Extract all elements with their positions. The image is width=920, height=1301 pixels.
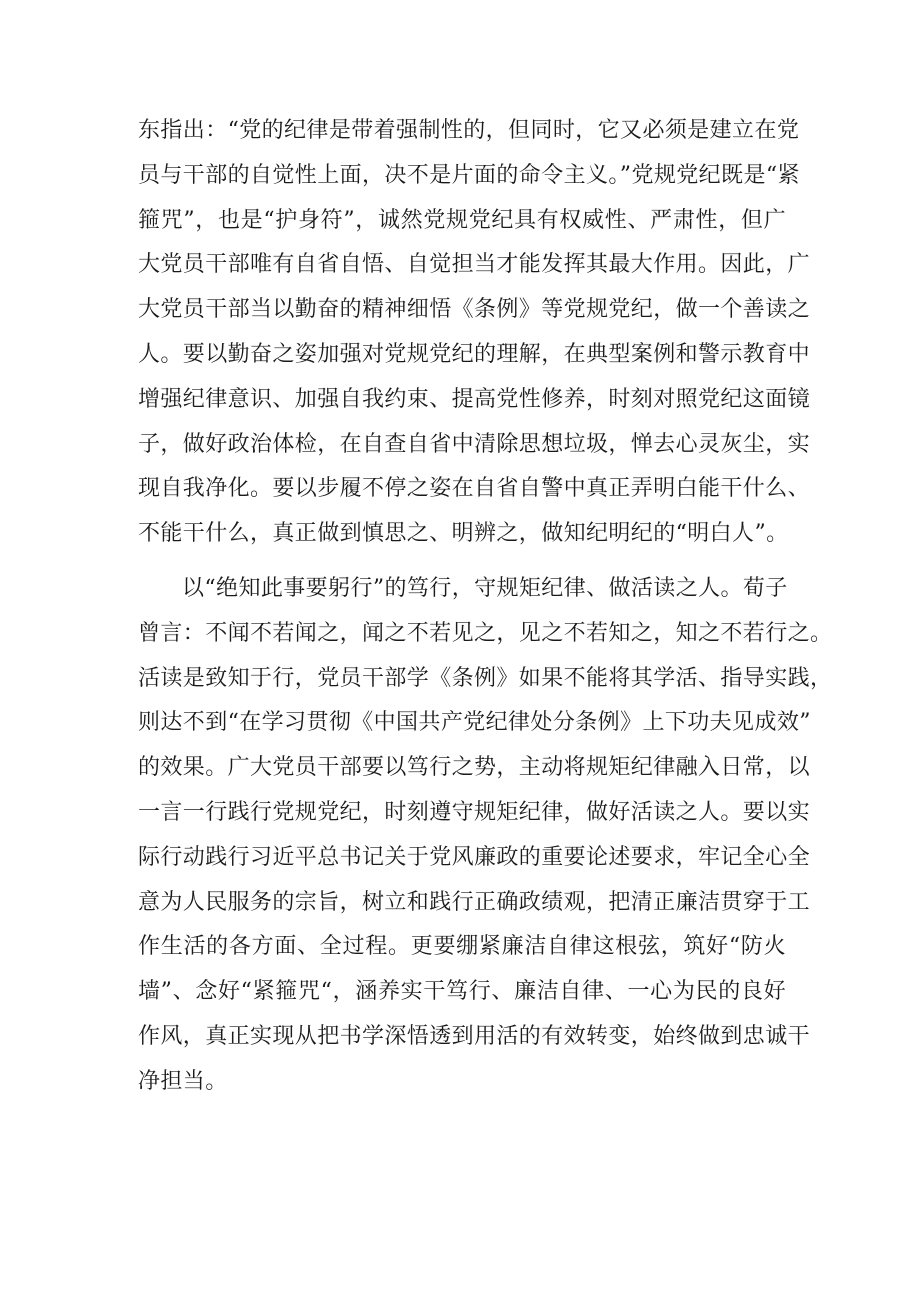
paragraph-line: 员与干部的自觉性上面，决不是片面的命令主义。”党规党纪既是“紧: [138, 162, 800, 188]
paragraph-line: 大党员干部唯有自省自悟、自觉担当才能发挥其最大作用。因此，广: [138, 252, 811, 278]
paragraph-line: 现自我净化。要以步履不停之姿在自省自警中真正弄明白能干什么、: [138, 476, 811, 502]
paragraph-line: 以“绝知此事要躬行”的笃行，守规矩纪律、做活读之人。荀子: [182, 576, 788, 601]
paragraph-line: 际行动践行习近平总书记关于党风廉政的重要论述要求，牢记全心全: [138, 844, 811, 870]
paragraph-line: 则达不到“在学习贯彻《中国共产党纪律处分条例》上下功夫见成效”: [138, 710, 811, 736]
paragraph-line: 作生活的各方面、全过程。更要绷紧廉洁自律这根弦，筑好“防火: [138, 934, 786, 960]
paragraph-line: 曾言：不闻不若闻之，闻之不若见之，见之不若知之，知之不若行之。: [138, 620, 833, 646]
paragraph-line: 人。要以勤奋之姿加强对党规党纪的理解，在典型案例和警示教育中: [138, 341, 811, 367]
paragraph-line: 墙”、念好“紧箍咒“，涵养实干笃行、廉洁自律、一心为民的良好: [138, 979, 786, 1005]
paragraph-line: 一言一行践行党规党纪，时刻遵守规矩纪律，做好活读之人。要以实: [138, 799, 811, 825]
paragraph-line: 不能干什么，真正做到慎思之、明辨之，做知纪明纪的“明白人”。: [138, 521, 789, 547]
paragraph-1: [138, 109, 811, 557]
paragraph-line: 增强纪律意识、加强自我约束、提高党性修养，时刻对照党纪这面镜: [138, 386, 811, 412]
paragraph-line: 箍咒”，也是“护身符”，诚然党规党纪具有权威性、严肃性，但广: [138, 207, 786, 233]
paragraph-line: 子，做好政治体检，在自查自省中清除思想垃圾，惮去心灵灰尘，实: [138, 431, 811, 457]
paragraph-line: 活读是致知于行，党员干部学《条例》如果不能将其学活、指导实践，: [138, 665, 833, 691]
paragraph-2: [138, 567, 833, 1105]
paragraph-line: 的效果。广大党员干部要以笃行之势，主动将规矩纪律融入日常，以: [138, 755, 811, 781]
paragraph-line: 作风，真正实现从把书学深悟透到用活的有效转变，始终做到忠诚干: [138, 1023, 811, 1049]
paragraph-line: 东指出：“党的纪律是带着强制性的，但同时，它又必须是建立在党: [138, 118, 800, 143]
paragraph-line: 大党员干部当以勤奋的精神细悟《条例》等党规党纪，做一个善读之: [138, 297, 811, 323]
paragraph-line: 意为人民服务的宗旨，树立和践行正确政绩观，把清正廉洁贯穿于工: [138, 889, 811, 915]
paragraph-line: 净担当。: [138, 1068, 228, 1094]
